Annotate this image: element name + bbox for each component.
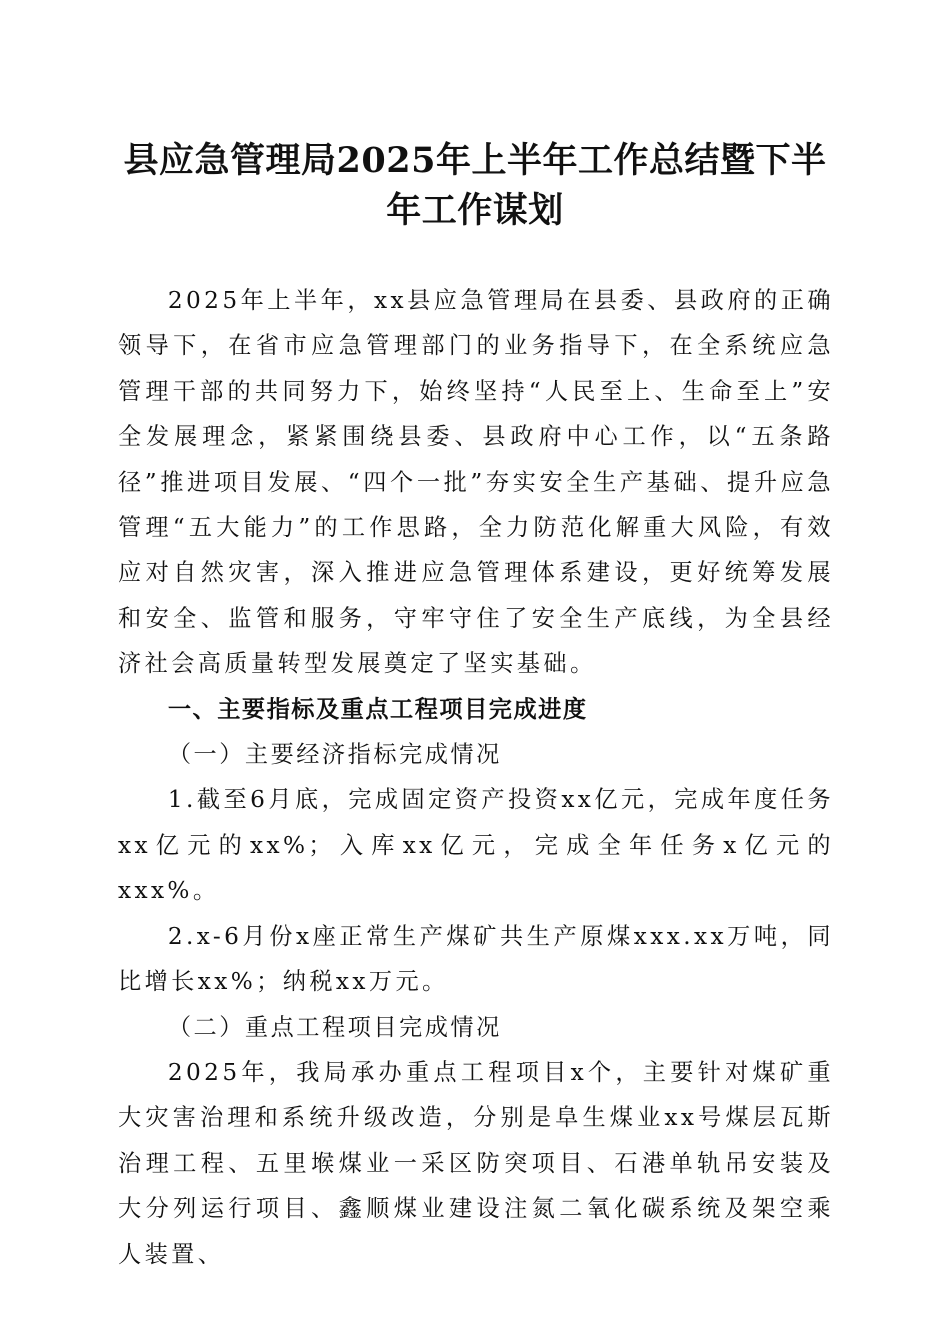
title-line-1: 县应急管理局2025年上半年工作总结暨下半: [123, 140, 827, 181]
intro-paragraph: 2025年上半年，xx县应急管理局在县委、县政府的正确领导下，在省市应急管理部门的业务指导下，在全系统应急管理干部的共同努力下，始终坚持“人民至上、生命至上”安全发展理念，紧紧围绕县委、县政府中心工作，以“五条路径”推进项目发展、“四个一批”夯实安全生产基础、提升应急管理“五大能力”的工作思路，全力防范化解重大风险，有效应对自然灾害，深入推进应急管理体系建设，更好统筹发展和安全、监管和服务，守牢守住了安全生产底线，为全县经济社会高质量转型发展奠定了坚实基础。: [118, 287, 834, 678]
title-line-2: 年工作谋划: [386, 190, 564, 231]
list-item-2: 2.x-6月份x座正常生产煤矿共生产原煤xxx.xx万吨，同比增长xx%；纳税xx万元。: [118, 922, 834, 996]
section-heading-1: 一、主要指标及重点工程项目完成进度: [167, 695, 588, 723]
subsection-heading-1: （一）主要经济指标完成情况: [167, 741, 502, 769]
list-item-1: 1.截至6月底，完成固定资产投资xx亿元，完成年度任务xx亿元的xx%；入库xx亿元，完成全年任务x亿元的xxx%。: [118, 786, 834, 905]
document-title: [60, 136, 890, 236]
subsection-heading-2: （二）重点工程项目完成情况: [167, 1013, 502, 1041]
document-body: [118, 278, 834, 1277]
projects-paragraph: 2025年，我局承办重点工程项目x个，主要针对煤矿重大灾害治理和系统升级改造，分别是阜生煤业xx号煤层瓦斯治理工程、五里堠煤业一采区防突项目、石港单轨吊安装及大分列运行项目、鑫顺煤业建设注氮二氧化碳系统及架空乘人装置、: [118, 1058, 834, 1268]
